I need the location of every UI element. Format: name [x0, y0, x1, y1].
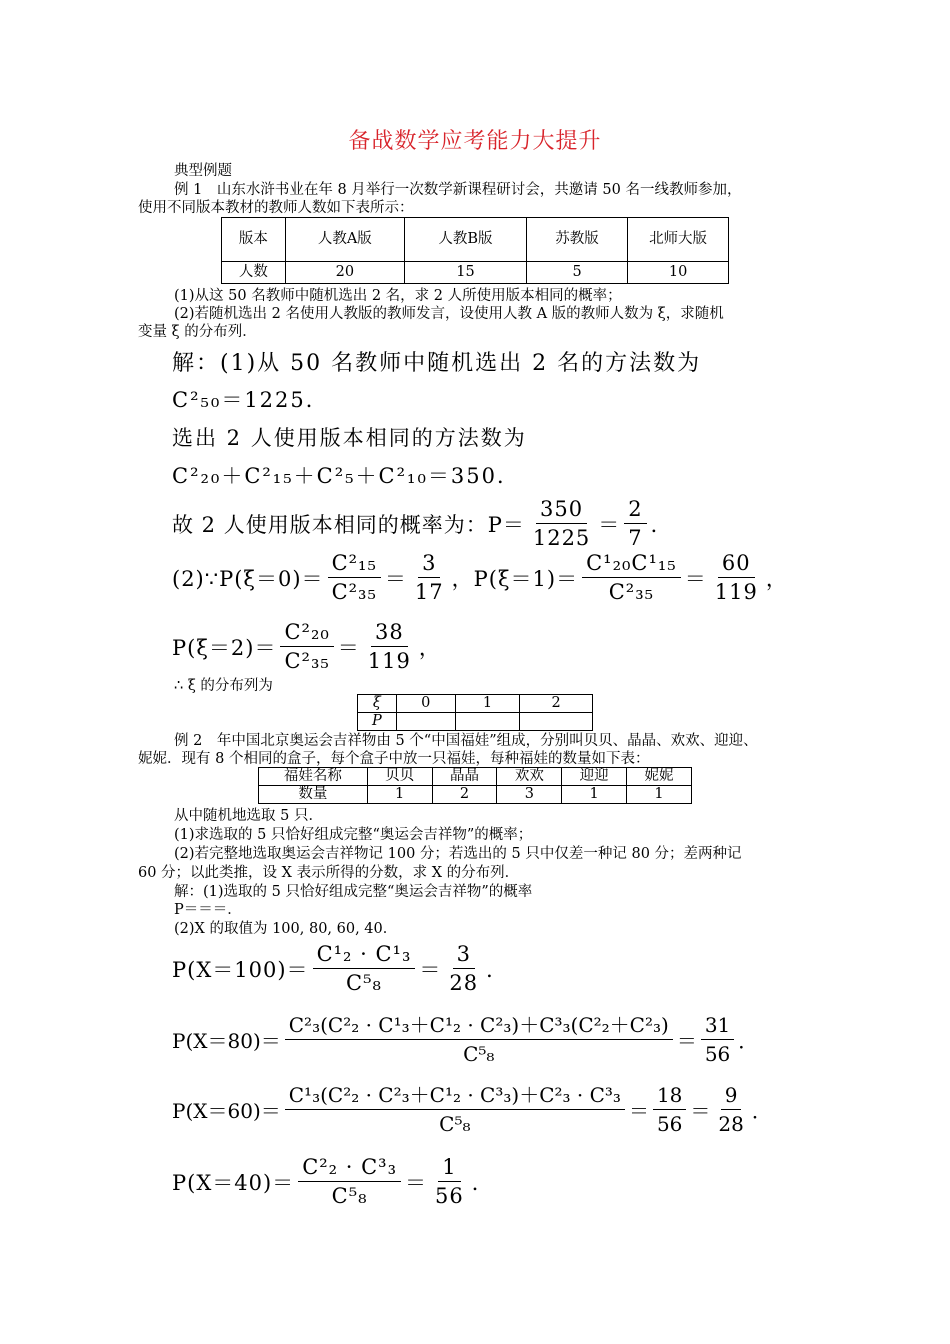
p60-line [172, 1081, 772, 1138]
sol1-line6 [172, 549, 788, 606]
ex2-line1: 例 2 年中国北京奥运会吉祥物由 5 个“中国福娃”组成，分别叫贝贝、晶晶、欢欢、迎迎、 [174, 733, 758, 749]
p80-line [172, 1011, 758, 1068]
ex2-q2b: 60 分；以此类推，设 X 表示所得的分数，求 X 的分布列． [138, 865, 520, 881]
ex2-table [258, 767, 692, 804]
table-cell [455, 713, 520, 731]
denominator: C²₃₅ [331, 580, 377, 604]
ex1-line1: 例 1 山东水浒书业在年 8 月举行一次数学新课程研讨会，共邀请 50 名一线教师参加， [174, 182, 742, 198]
denominator: 28 [718, 1112, 744, 1136]
denominator: C²₃₅ [608, 580, 655, 604]
table-header: 妮妮 [627, 768, 692, 786]
equals-sign: ＝ [598, 512, 621, 537]
table-cell: 20 [285, 262, 404, 284]
comma: ， [418, 635, 441, 660]
table-cell: 1 [367, 786, 432, 804]
p80-lhs: P(X＝80)＝ [172, 1029, 281, 1053]
numerator: C²₁₅ [328, 549, 381, 578]
table-header: 苏教版 [526, 218, 627, 262]
fraction [280, 618, 333, 675]
fraction [431, 1153, 468, 1210]
table-cell: 1 [627, 786, 692, 804]
equals-sign: ＝ [419, 957, 442, 982]
equals-sign: ＝ [405, 1170, 428, 1195]
p40-line [172, 1153, 494, 1210]
numerator: 3 [418, 549, 440, 578]
fraction [411, 549, 448, 606]
table-cell: P [358, 713, 397, 731]
denominator: 7 [628, 526, 643, 550]
dist-table [357, 694, 593, 731]
numerator: 1 [438, 1153, 460, 1182]
fraction [328, 549, 381, 606]
period: ． [486, 957, 509, 982]
fraction [624, 495, 646, 552]
fraction [653, 1081, 686, 1138]
table-cell: 10 [628, 262, 729, 284]
sol1-line6-b: ，P(ξ＝1)＝ [451, 566, 579, 591]
table-header: 贝贝 [367, 768, 432, 786]
numerator: 3 [453, 940, 475, 969]
table-cell: 1 [562, 786, 627, 804]
period: ． [738, 1029, 759, 1053]
sol1-line2: C²₅₀＝1225． [172, 388, 329, 412]
denominator: C⁵₈ [439, 1112, 471, 1136]
period: ． [650, 512, 673, 537]
numerator: 31 [701, 1011, 734, 1040]
table-cell: 1 [455, 695, 520, 713]
fraction [285, 1081, 625, 1138]
sol1-line7-a: P(ξ＝2)＝ [172, 635, 277, 660]
equals-sign: ＝ [384, 566, 407, 591]
table-header: 晶晶 [432, 768, 497, 786]
table-cell [396, 713, 455, 731]
fraction [582, 549, 681, 606]
ex2-sol-line1: 解：(1)选取的 5 只恰好组成完整“奥运会吉祥物”的概率 [174, 884, 533, 900]
sol1-line5 [172, 495, 673, 552]
numerator: C¹₃(C²₂ · C²₃＋C¹₂ · C³₃)＋C²₃ · C³₃ [285, 1081, 625, 1110]
sol1-line5-text: 故 2 人使用版本相同的概率为：P＝ [172, 512, 525, 537]
numerator: 60 [718, 549, 755, 578]
period: ． [751, 1099, 772, 1123]
denominator: 28 [449, 971, 479, 995]
table-header: 北师大版 [628, 218, 729, 262]
numerator: C²₃(C²₂ · C¹₃＋C¹₂ · C²₃)＋C³₃(C²₂＋C²₃) [285, 1011, 673, 1040]
equals-sign: ＝ [690, 1099, 711, 1123]
table-cell [520, 713, 593, 731]
denominator: C⁵₈ [346, 971, 382, 995]
table-header: 人教B版 [404, 218, 526, 262]
denominator: 56 [704, 1042, 731, 1066]
table-row-label: 数量 [259, 786, 368, 804]
equals-sign: ＝ [628, 1099, 649, 1123]
table-header: 欢欢 [497, 768, 562, 786]
denominator: 56 [656, 1112, 683, 1136]
fraction [313, 940, 416, 997]
table-row-label: 人数 [222, 262, 286, 284]
p100-line [172, 940, 508, 997]
equals-sign: ＝ [684, 566, 707, 591]
equals-sign: ＝ [337, 635, 360, 660]
numerator: C¹₂₀C¹₁₅ [582, 549, 681, 578]
denominator: 119 [714, 580, 758, 604]
p60-lhs: P(X＝60)＝ [172, 1099, 281, 1123]
table-cell: 5 [526, 262, 627, 284]
comma: ， [765, 566, 788, 591]
fraction [445, 940, 482, 997]
fraction [711, 549, 762, 606]
numerator: C²₂₀ [280, 618, 333, 647]
ex2-line2: 妮妮．现有 8 个相同的盒子，每个盒子中放一只福娃，每种福娃的数量如下表： [138, 751, 650, 767]
page-title: 备战数学应考能力大提升 [348, 129, 602, 154]
numerator: 9 [721, 1081, 742, 1110]
period: ． [471, 1170, 494, 1195]
numerator: 350 [536, 495, 587, 524]
fraction [529, 495, 594, 552]
table-cell: 3 [497, 786, 562, 804]
denominator: 119 [367, 649, 411, 673]
denominator: 56 [435, 1184, 464, 1208]
numerator: C²₂ · C³₃ [298, 1153, 401, 1182]
table-header: 人教A版 [285, 218, 404, 262]
table-cell: ξ [358, 695, 397, 713]
fraction [714, 1081, 747, 1138]
sol1-line4: C²₂₀＋C²₁₅＋C²₅＋C²₁₀＝350． [172, 464, 520, 488]
p40-lhs: P(X＝40)＝ [172, 1170, 295, 1195]
denominator: C⁵₈ [331, 1184, 368, 1208]
numerator: 2 [624, 495, 646, 524]
p100-lhs: P(X＝100)＝ [172, 957, 309, 982]
ex1-q1: (1)从这 50 名教师中随机选出 2 名，求 2 人所使用版本相同的概率； [174, 288, 622, 304]
numerator: 18 [653, 1081, 686, 1110]
fraction [285, 1011, 673, 1068]
equals-sign: ＝ [676, 1029, 697, 1053]
ex1-table [221, 217, 729, 284]
fraction [701, 1011, 734, 1068]
sol1-line6-a: (2)∵P(ξ＝0)＝ [172, 566, 324, 591]
ex2-sol-line3: (2)X 的取值为 100, 80, 60, 40． [174, 921, 398, 937]
numerator: C¹₂ · C¹₃ [313, 940, 416, 969]
denominator: 17 [414, 580, 444, 604]
section-label: 典型例题 [174, 163, 232, 179]
ex1-q2b: 变量 ξ 的分布列． [138, 324, 257, 340]
table-header: 版本 [222, 218, 286, 262]
sol1-line3: 选出 2 人使用版本相同的方法数为 [172, 426, 527, 450]
ex2-q2a: (2)若完整地选取奥运会吉祥物记 100 分；若选出的 5 只中仅差一种记 80 分；差两种记 [174, 846, 742, 862]
numerator: 38 [371, 618, 408, 647]
table-cell: 15 [404, 262, 526, 284]
denominator: 1225 [532, 526, 591, 550]
table-cell: 2 [432, 786, 497, 804]
fraction [298, 1153, 401, 1210]
denominator: C⁵₈ [463, 1042, 495, 1066]
fraction [364, 618, 415, 675]
sol1-line1: 解：(1)从 50 名教师中随机选出 2 名的方法数为 [172, 351, 702, 376]
ex1-line2: 使用不同版本教材的教师人数如下表所示： [138, 200, 414, 216]
sol1-line7 [172, 618, 441, 675]
ex2-q1: (1)求选取的 5 只恰好组成完整“奥运会吉祥物”的概率； [174, 827, 533, 843]
ex1-q2a: (2)若随机选出 2 名使用人教版的教师发言，设使用人教 A 版的教师人数为 ξ，求随机 [174, 306, 724, 322]
table-header: 福娃名称 [259, 768, 368, 786]
ex2-sol-line2: P＝＝＝． [174, 902, 242, 918]
table-header: 迎迎 [562, 768, 627, 786]
table-cell: 0 [396, 695, 455, 713]
table-cell: 2 [520, 695, 593, 713]
sol1-line8: ∴ ξ 的分布列为 [174, 678, 273, 694]
ex2-line3: 从中随机地选取 5 只． [174, 808, 323, 824]
denominator: C²₃₅ [284, 649, 330, 673]
